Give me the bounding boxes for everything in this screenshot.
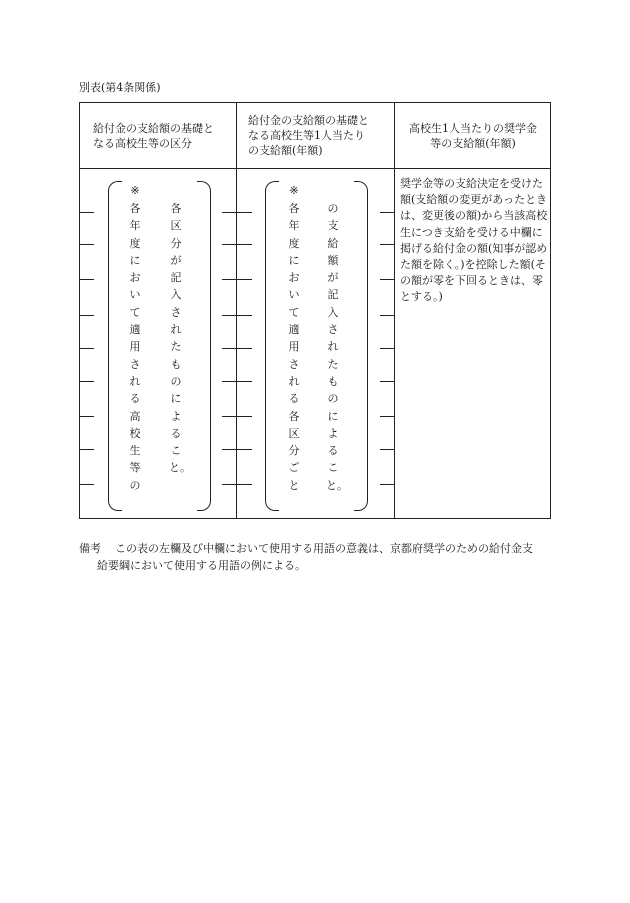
blank-line	[237, 348, 252, 349]
blank-line	[237, 484, 252, 485]
header-left: 給付金の支給額の基礎と なる高校生等の区分	[93, 121, 214, 150]
left-note-mark: ※	[130, 184, 140, 197]
blank-line	[222, 381, 236, 382]
header-middle: 給付金の支給額の基礎と なる高校生等1人当たり の支給額(年額)	[248, 114, 369, 157]
blank-line	[222, 279, 236, 280]
remarks-label: 備考	[79, 542, 101, 555]
blank-line	[380, 484, 394, 485]
blank-line	[222, 416, 236, 417]
remarks-line1: この表の左欄及び中欄において使用する用語の意義は、京都府奨学のための給付金支	[115, 542, 533, 555]
blank-line	[80, 484, 94, 485]
blank-line	[380, 279, 394, 280]
blank-line	[237, 416, 252, 417]
blank-line	[237, 244, 252, 245]
header-right: 高校生1人当たりの奨学金 等の支給額(年額)	[409, 121, 537, 150]
remarks-line2: 給要綱において使用する用語の例による。	[97, 559, 306, 572]
table-caption: 別表(第4条関係)	[79, 81, 161, 94]
left-close-paren	[197, 181, 211, 511]
blank-line	[380, 315, 394, 316]
blank-line	[80, 315, 94, 316]
remarks	[79, 540, 559, 574]
blank-line	[380, 244, 394, 245]
blank-line	[380, 381, 394, 382]
left-open-paren	[108, 181, 122, 511]
blank-line	[80, 212, 94, 213]
blank-line	[380, 212, 394, 213]
left-note-line1: 各年度において適用される高校生等の	[129, 202, 141, 492]
blank-line	[222, 212, 236, 213]
appendix-table	[79, 102, 551, 519]
blank-line	[380, 348, 394, 349]
blank-line	[237, 315, 252, 316]
header-divider	[80, 168, 550, 169]
blank-line	[222, 348, 236, 349]
middle-open-paren	[265, 181, 279, 511]
middle-note-mark: ※	[289, 184, 299, 197]
blank-line	[222, 449, 236, 450]
blank-line	[222, 484, 236, 485]
middle-close-paren	[354, 181, 368, 511]
blank-line	[80, 279, 94, 280]
left-note-line2: 各区分が記入されたものによること。	[169, 202, 191, 475]
middle-note-line1: 各年度において適用される各区分ごと	[288, 202, 300, 492]
blank-line	[237, 381, 252, 382]
blank-line	[380, 449, 394, 450]
blank-line	[237, 449, 252, 450]
blank-line	[222, 244, 236, 245]
blank-line	[237, 212, 252, 213]
blank-line	[80, 449, 94, 450]
right-column-text: 奨学金等の支給決定を受けた額(支給額の変更があったときは、変更後の額)から当該高校生につき支給を受ける中欄に掲げる給付金の額(知事が認めた額を除く。)を控除した額(その額が零を下回るときは、零とする。)	[400, 177, 548, 304]
blank-line	[380, 416, 394, 417]
blank-line	[237, 279, 252, 280]
blank-line	[80, 348, 94, 349]
blank-line	[222, 315, 236, 316]
blank-line	[80, 244, 94, 245]
blank-line	[80, 381, 94, 382]
blank-line	[80, 416, 94, 417]
middle-note-line2: の支給額が記入されたものによること。	[326, 202, 348, 492]
